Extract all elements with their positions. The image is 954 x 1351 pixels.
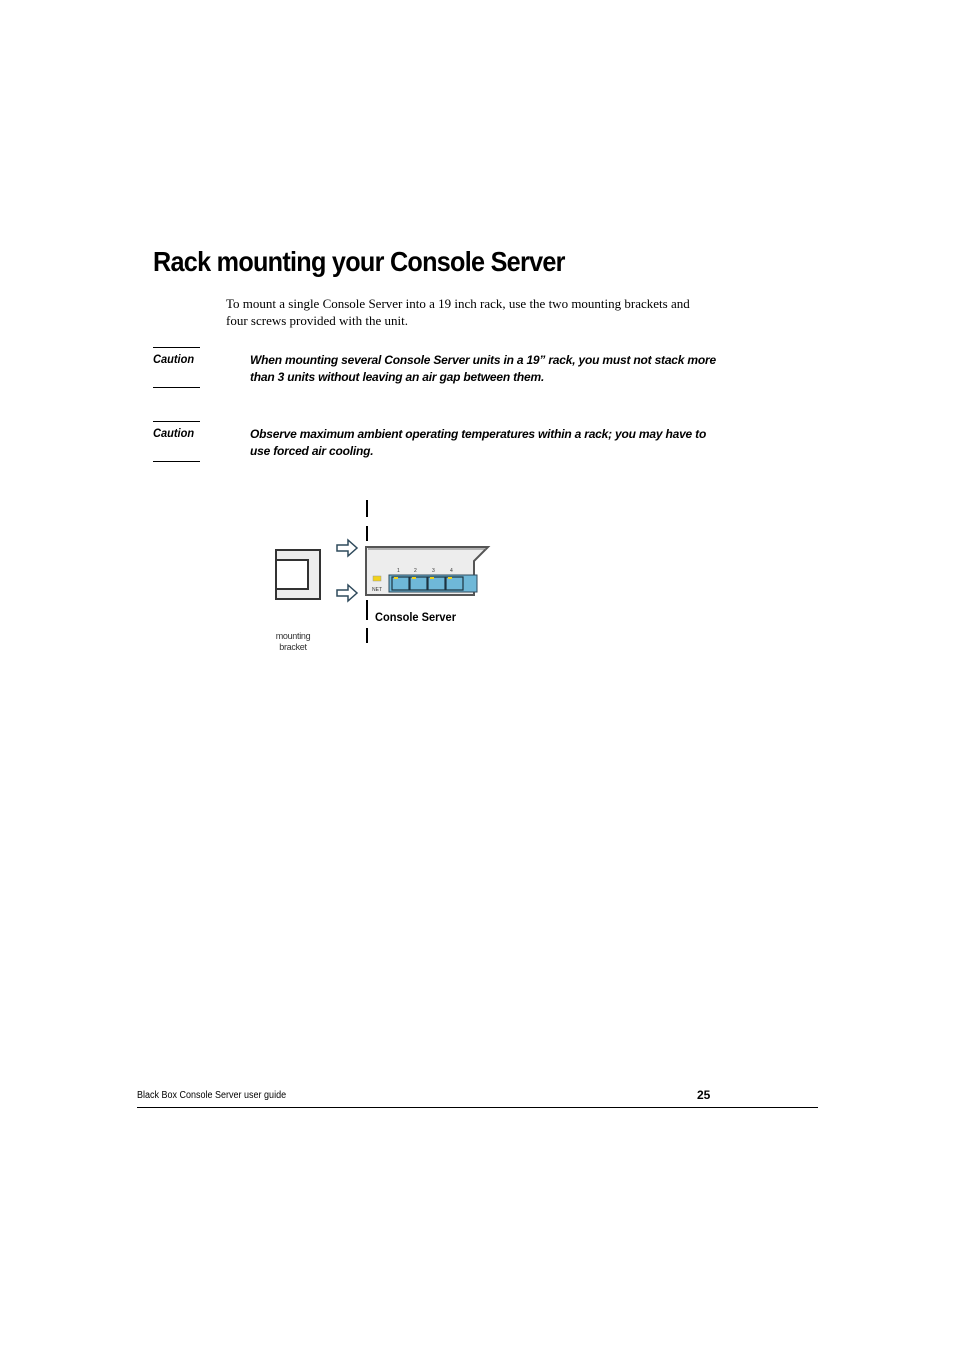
ethernet-ports [389, 575, 477, 592]
caution-text: Observe maximum ambient operating temperatures within a rack; you may have to use forced air cooling. [250, 427, 707, 458]
footer-rule [137, 1107, 818, 1108]
caution-label: Caution [153, 426, 195, 440]
page-title: Rack mounting your Console Server [153, 246, 565, 277]
console-server-chassis [366, 547, 488, 595]
port-number: 4 [450, 568, 453, 574]
console-server-label: Console Server [375, 610, 457, 624]
mounting-bracket-label: mounting bracket [275, 631, 311, 652]
port-number: 2 [414, 568, 417, 574]
mounting-bracket-shape [276, 550, 320, 599]
insert-arrows [337, 540, 357, 601]
footer-page-number: 25 [697, 1088, 711, 1102]
net-led [373, 576, 381, 581]
caution-bottom-rule [153, 387, 200, 388]
footer-guide-title: Black Box Console Server user guide [137, 1090, 287, 1101]
arrow-right-icon [337, 540, 357, 556]
arrow-right-icon [337, 585, 357, 601]
rack-mount-figure [260, 495, 500, 660]
port-number: 1 [397, 568, 400, 574]
port-number: 3 [432, 568, 435, 574]
net-label: NET [372, 587, 382, 593]
caution-text: When mounting several Console Server units in a 19” rack, you must not stack more than 3 units without leaving an air gap between them. [250, 353, 716, 384]
caution-top-rule [153, 421, 200, 422]
caution-label: Caution [153, 352, 195, 366]
intro-paragraph: To mount a single Console Server into a 19 inch rack, use the two mounting brackets and four screws provided with the unit. [226, 296, 690, 328]
caution-bottom-rule [153, 461, 200, 462]
caution-top-rule [153, 347, 200, 348]
